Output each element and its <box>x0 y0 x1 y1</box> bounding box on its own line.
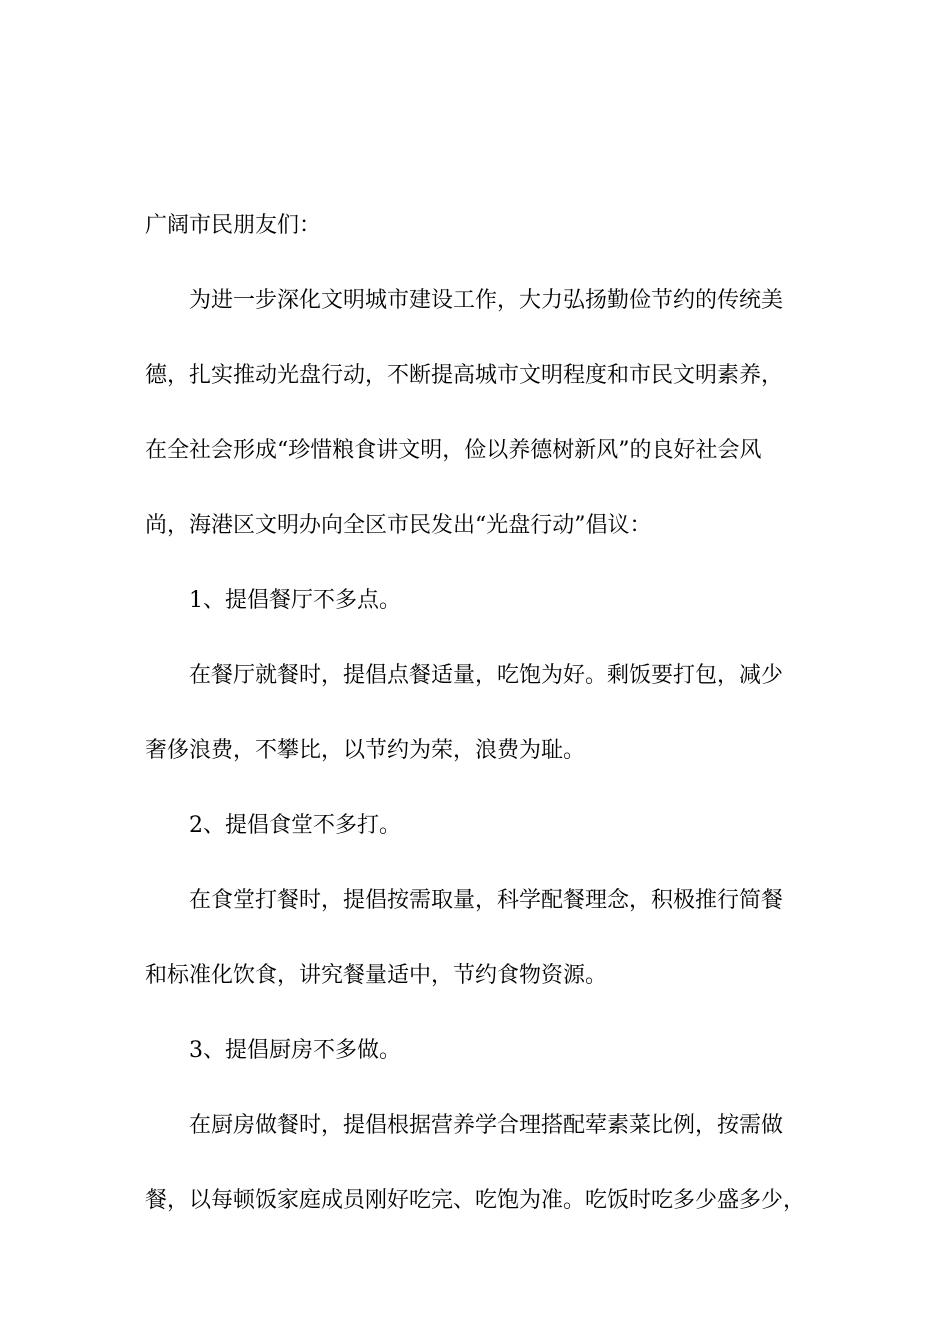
paragraph-intro-line-3: 在全社会形成“珍惜粮食讲文明，俭以养德树新风”的良好社会风 <box>145 438 762 463</box>
paragraph-intro-line-1: 为进一步深化文明城市建设工作，大力弘扬勤俭节约的传统美 <box>189 288 784 313</box>
item-2-text-line-1: 在食堂打餐时，提倡按需取量，科学配餐理念，积极推行简餐 <box>189 888 784 913</box>
item-1-text-line-2: 奢侈浪费，不攀比，以节约为荣，浪费为耻。 <box>145 738 586 763</box>
item-3-text-line-1: 在厨房做餐时，提倡根据营养学合理搭配荤素菜比例，按需做 <box>189 1113 784 1138</box>
paragraph-intro-line-2: 德，扎实推动光盘行动，不断提高城市文明程度和市民文明素养， <box>145 363 784 388</box>
item-3-text-line-2: 餐，以每顿饭家庭成员刚好吃完、吃饱为准。吃饭时吃多少盛多少， <box>145 1188 806 1213</box>
salutation: 广阔市民朋友们： <box>145 213 322 238</box>
item-1-text-line-1: 在餐厅就餐时，提倡点餐适量，吃饱为好。剩饭要打包，减少 <box>189 663 784 688</box>
item-1-heading: 1、提倡餐厅不多点。 <box>189 588 401 613</box>
paragraph-intro-line-4: 尚，海港区文明办向全区市民发出“光盘行动”倡议： <box>145 513 652 538</box>
item-2-heading: 2、提倡食堂不多打。 <box>189 813 401 838</box>
item-3-heading: 3、提倡厨房不多做。 <box>189 1038 401 1063</box>
item-2-text-line-2: 和标准化饮食，讲究餐量适中，节约食物资源。 <box>145 963 608 988</box>
